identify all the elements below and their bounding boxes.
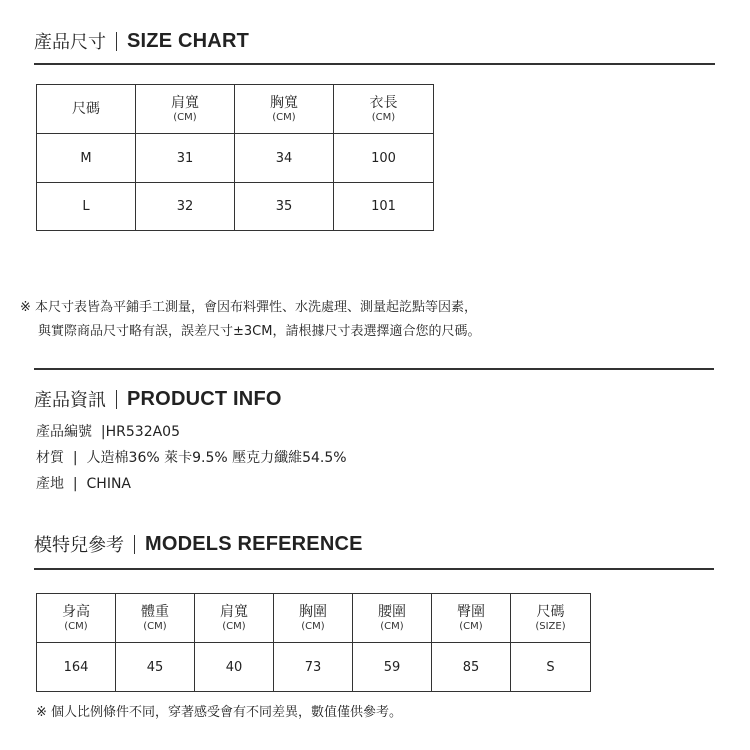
- section-rule: [34, 368, 714, 370]
- models-reference-heading: [34, 531, 363, 557]
- models-title-en: MODELS REFERENCE: [145, 532, 363, 555]
- info-label: 產地: [36, 476, 64, 492]
- size-note-line-2: 與實際商品尺寸略有誤，誤差尺寸±3CM，請根據尺寸表選擇適合您的尺碼。: [38, 324, 481, 339]
- table-cell: 73: [274, 643, 353, 692]
- models-header-row: [37, 594, 591, 643]
- table-cell: 31: [136, 134, 235, 183]
- size-chart-header-row: [37, 85, 434, 134]
- table-cell: 40: [195, 643, 274, 692]
- size-chart-header-cell: 胸寬 (CM): [235, 85, 334, 134]
- models-header-cell: 尺碼 (SIZE): [511, 594, 591, 643]
- models-header-cell: 體重 (CM): [116, 594, 195, 643]
- table-cell: 34: [235, 134, 334, 183]
- size-chart-title-en: SIZE CHART: [127, 29, 249, 52]
- table-cell: M: [37, 134, 136, 183]
- info-divider: |: [68, 450, 83, 466]
- table-row: [37, 134, 434, 183]
- models-header-cell: 臀圍 (CM): [432, 594, 511, 643]
- table-row: [37, 183, 434, 231]
- table-cell: 100: [334, 134, 434, 183]
- info-label: 產品編號: [36, 424, 92, 440]
- table-cell: L: [37, 183, 136, 231]
- table-cell: 35: [235, 183, 334, 231]
- info-value: HR532A05: [105, 424, 180, 440]
- product-info-title-zh: 產品資訊: [34, 390, 106, 411]
- table-cell: 101: [334, 183, 434, 231]
- models-header-cell: 胸圍 (CM): [274, 594, 353, 643]
- table-cell: 85: [432, 643, 511, 692]
- size-chart-header-cell: 尺碼: [37, 85, 136, 134]
- info-value: CHINA: [86, 476, 132, 492]
- size-chart-table: [36, 84, 434, 231]
- size-chart-title-zh: 產品尺寸: [34, 32, 106, 53]
- table-cell: 45: [116, 643, 195, 692]
- heading-divider: [134, 535, 135, 554]
- material-line: [36, 445, 347, 471]
- models-header-cell: 腰圍 (CM): [353, 594, 432, 643]
- table-cell: 32: [136, 183, 235, 231]
- heading-divider: [116, 32, 117, 51]
- product-code-line: [36, 419, 347, 445]
- section-rule: [34, 63, 715, 65]
- table-cell: S: [511, 643, 591, 692]
- table-cell: 164: [37, 643, 116, 692]
- models-title-zh: 模特兒參考: [34, 535, 124, 556]
- info-divider: |: [96, 424, 106, 440]
- table-row: [37, 643, 591, 692]
- info-divider: |: [68, 476, 83, 492]
- product-info-title-en: PRODUCT INFO: [127, 387, 282, 410]
- table-cell: 59: [353, 643, 432, 692]
- origin-line: [36, 471, 347, 497]
- models-header-cell: 身高 (CM): [37, 594, 116, 643]
- models-header-cell: 肩寬 (CM): [195, 594, 274, 643]
- heading-divider: [116, 390, 117, 409]
- info-value: 人造棉36% 萊卡9.5% 壓克力纖維54.5%: [86, 450, 347, 466]
- product-info-list: [36, 419, 347, 497]
- info-label: 材質: [36, 450, 64, 466]
- models-note: ※ 個人比例條件不同，穿著感受會有不同差異，數值僅供參考。: [36, 705, 403, 720]
- size-note-line-1: ※ 本尺寸表皆為平鋪手工測量，會因布料彈性、水洗處理、測量起訖點等因素，: [20, 300, 478, 315]
- models-reference-table: [36, 593, 591, 692]
- size-chart-header-cell: 肩寬 (CM): [136, 85, 235, 134]
- section-rule: [34, 568, 714, 570]
- size-chart-heading: [34, 28, 249, 54]
- product-info-heading: [34, 386, 282, 412]
- size-chart-header-cell: 衣長 (CM): [334, 85, 434, 134]
